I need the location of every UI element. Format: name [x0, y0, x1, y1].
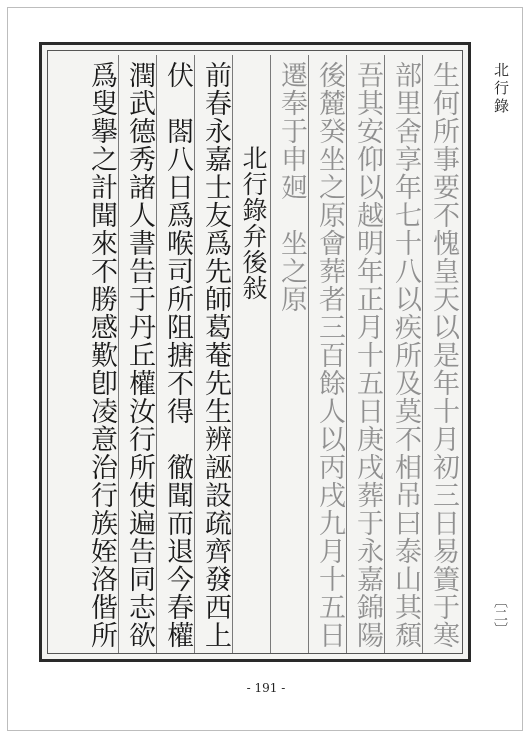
section-title: 北行錄弁後敍	[239, 145, 268, 301]
column-rule	[194, 55, 195, 653]
text-column-7: 前春永嘉士友爲先師葛菴先生辨誣設疏齊發西上	[200, 61, 231, 649]
page-number: - 191 -	[246, 681, 286, 695]
column-rule	[118, 55, 119, 653]
column-rule	[270, 55, 271, 653]
text-column-2: 部里舍享年七十八以疾所及莫不相吊曰泰山其頹	[390, 61, 421, 649]
column-rule	[384, 55, 385, 653]
column-rule	[232, 55, 233, 653]
column-rule	[156, 55, 157, 653]
text-column-1: 生何所事要不愧皇天以是年十月初三日易簀于寒	[428, 61, 459, 649]
page-side-marker: 〔二〕	[492, 594, 508, 636]
text-column-5: 遷奉于申㢠 坐之原	[276, 61, 307, 313]
text-column-9: 潤武德秀諸人書告于丹丘權汝行所使遍告同志欲	[124, 61, 155, 649]
column-rule	[308, 55, 309, 653]
text-column-10: 爲叟擧之計聞來不勝感歎卽凌意治行族姪洛偕所	[86, 61, 117, 649]
text-column-4: 後麓癸坐之原會葬者三百餘人以丙戌九月十五日	[314, 61, 345, 649]
woodblock-print-frame	[39, 42, 471, 662]
column-rule	[422, 55, 423, 653]
column-rule	[346, 55, 347, 653]
text-column-8: 伏 閤八日爲喉司所阻搪不得 徹聞而退今春權	[162, 61, 193, 649]
running-head: 北行錄	[492, 62, 510, 116]
text-column-3: 吾其安仰以越明年正月十五日庚戌葬于永嘉錦陽	[352, 61, 383, 649]
